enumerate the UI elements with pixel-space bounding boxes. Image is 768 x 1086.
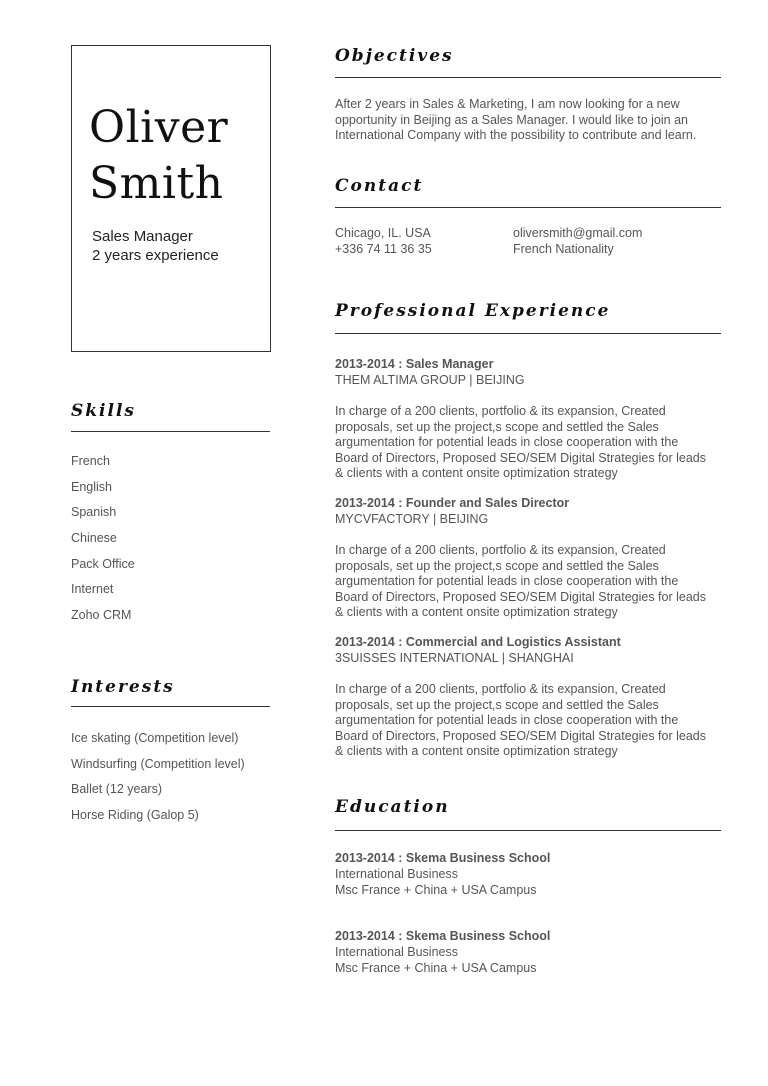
job-title: Sales Manager: [92, 228, 193, 245]
name-box: [71, 45, 271, 352]
experience-rule: [335, 333, 721, 334]
education-degree: International Business: [335, 867, 458, 881]
contact-phone[interactable]: +336 74 11 36 35: [335, 242, 432, 256]
interest-item: Ballet (12 years): [71, 782, 163, 796]
interests-heading: Interests: [71, 677, 175, 697]
education-heading: Education: [335, 797, 450, 817]
skills-heading: Skills: [71, 401, 137, 421]
objectives-text: After 2 years in Sales & Marketing, I am now looking for a new opportunity in Beijing as a Sales Manager. I would like to join an International Company with the possibility to contribute and learn.: [335, 97, 697, 142]
job-company: MYCVFACTORY | BEIJING: [335, 512, 489, 526]
job-title: 2013-2014 : Founder and Sales Director: [335, 496, 570, 510]
job-description: In charge of a 200 clients, portfolio & its expansion, Created proposals, set up the project,s scope and settled the Sales argumentation for potential leads in close cooperation with the Board of Directors, Proposed SEO/SEM Digital Strategies for leads & clients with a content onsite optimization strategy: [335, 404, 706, 480]
education-campus: Msc France + China + USA Campus: [335, 961, 537, 975]
contact-rule: [335, 207, 721, 208]
objectives-rule: [335, 77, 721, 78]
interest-item: Ice skating (Competition level): [71, 731, 239, 745]
skill-item: Pack Office: [71, 557, 135, 571]
interest-item: Horse Riding (Galop 5): [71, 808, 199, 822]
skill-item: French: [71, 454, 110, 468]
education-degree: International Business: [335, 945, 458, 959]
experience-heading: Professional Experience: [335, 301, 611, 321]
contact-nationality: French Nationality: [513, 242, 614, 256]
skill-item: Zoho CRM: [71, 608, 132, 622]
education-campus: Msc France + China + USA Campus: [335, 883, 537, 897]
skill-item: Internet: [71, 582, 114, 596]
job-title: 2013-2014 : Commercial and Logistics Assistant: [335, 635, 621, 649]
last-name: Smith: [89, 158, 224, 209]
contact-city: Chicago, IL. USA: [335, 226, 431, 240]
job-description: In charge of a 200 clients, portfolio & its expansion, Created proposals, set up the project,s scope and settled the Sales argumentation for potential leads in close cooperation with the Board of Directors, Proposed SEO/SEM Digital Strategies for leads & clients with a content onsite optimization strategy: [335, 682, 706, 758]
skill-item: Chinese: [71, 531, 117, 545]
experience-years: 2 years experience: [92, 247, 219, 264]
skills-rule: [71, 431, 270, 432]
interests-rule: [71, 706, 270, 707]
interest-item: Windsurfing (Competition level): [71, 757, 245, 771]
job-company: THEM ALTIMA GROUP | BEIJING: [335, 373, 525, 387]
education-rule: [335, 830, 721, 831]
objectives-heading: Objectives: [335, 46, 454, 66]
skill-item: Spanish: [71, 505, 117, 519]
education-title: 2013-2014 : Skema Business School: [335, 929, 551, 943]
job-description: In charge of a 200 clients, portfolio & its expansion, Created proposals, set up the project,s scope and settled the Sales argumentation for potential leads in close cooperation with the Board of Directors, Proposed SEO/SEM Digital Strategies for leads & clients with a content onsite optimization strategy: [335, 543, 706, 619]
education-title: 2013-2014 : Skema Business School: [335, 851, 551, 865]
job-company: 3SUISSES INTERNATIONAL | SHANGHAI: [335, 651, 574, 665]
contact-heading: Contact: [335, 176, 424, 196]
contact-email[interactable]: oliversmith@gmail.com: [513, 226, 643, 240]
first-name: Oliver: [89, 102, 229, 153]
skill-item: English: [71, 480, 112, 494]
job-title: 2013-2014 : Sales Manager: [335, 357, 494, 371]
